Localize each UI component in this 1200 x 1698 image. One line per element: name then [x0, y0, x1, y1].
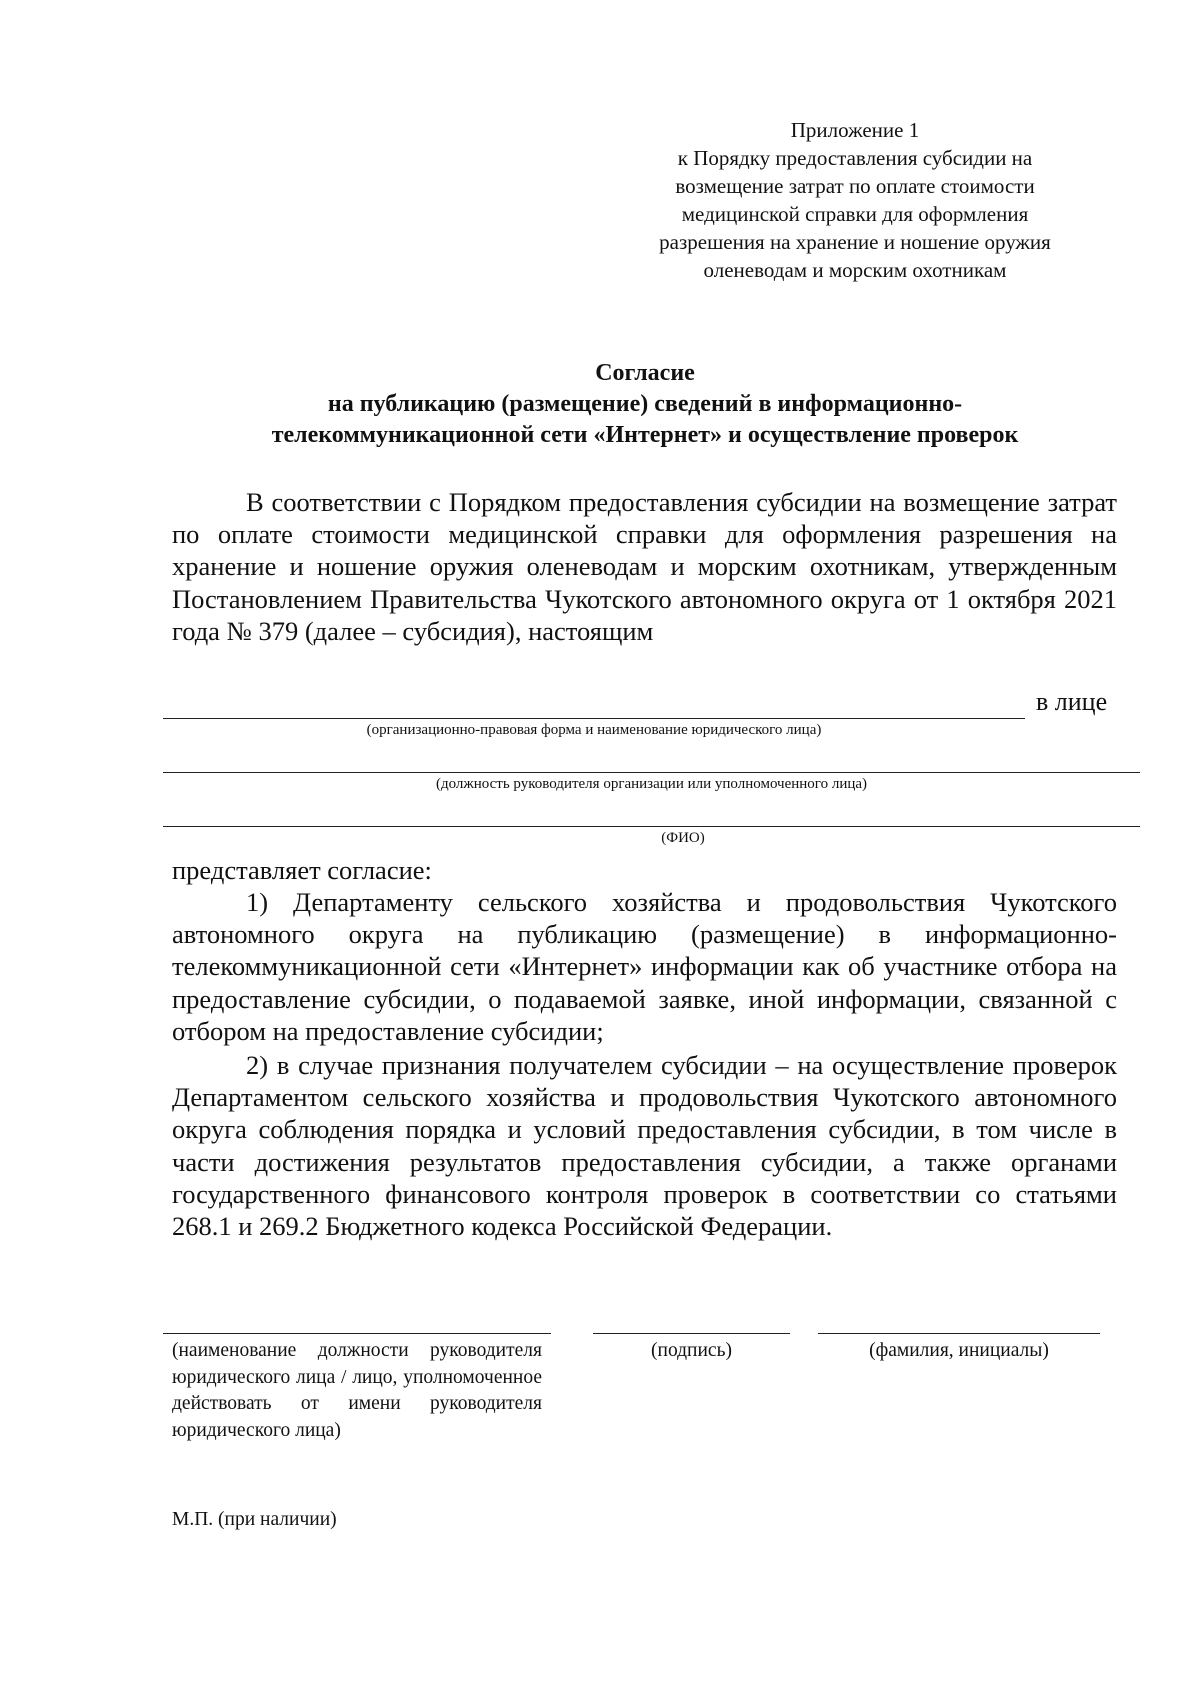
fio-caption: (ФИО) — [661, 830, 705, 846]
consent-lead: представляет согласие: — [172, 855, 432, 885]
role-caption: (наименование должности руководителя юридического лица / лицо, уполномоченное действовать от имени руководителя юридического лица) — [172, 1340, 542, 1441]
title-line: Согласие — [595, 360, 695, 386]
consent-item-1: 1) Департаменту сельского хозяйства и продовольствия Чукотского автономного округа на публикацию (размещение) в информационно-телекоммуникационной сети «Интернет» информации как об участнике отбора на предоставление субсидии, о подаваемой заявке, иной информации, связанной с отбором на предоставление субсидии; — [172, 887, 1117, 1046]
org-name-line — [163, 718, 1025, 719]
appendix-header — [620, 116, 1090, 284]
appendix-line: разрешения на хранение и ношение оружия — [659, 230, 1051, 254]
consent-item-2: 2) в случае признания получателем субсидии – на осуществление проверок Департаментом сельского хозяйства и продовольствия Чукотского автономного округа соблюдения порядка и условий предоставления субсидии, в том числе в части достижения результатов предоставления субсидии, а также органами государственного финансового контроля проверок в соответствии со статьями 268.1 и 269.2 Бюджетного кодекса Российской Федерации. — [172, 1050, 1117, 1242]
name-caption: (фамилия, инициалы) — [869, 1340, 1049, 1361]
name-signature-line — [818, 1333, 1100, 1334]
signature-line — [593, 1333, 790, 1334]
signature-caption: (подпись) — [651, 1340, 732, 1361]
fio-line — [163, 826, 1140, 827]
position-caption: (должность руководителя организации или уполномоченного лица) — [435, 776, 868, 792]
document-title — [150, 358, 1140, 451]
position-line — [163, 772, 1140, 773]
in-face-label: в лице — [1036, 687, 1108, 716]
org-name-caption: (организационно-правовая форма и наименование юридического лица) — [366, 722, 822, 738]
appendix-line: оленеводам и морским охотникам — [703, 258, 1007, 282]
appendix-line: Приложение 1 — [790, 118, 920, 142]
title-line: телекоммуникационной сети «Интернет» и осуществление проверок — [271, 422, 1019, 448]
title-line: на публикацию (размещение) сведений в информационно- — [327, 391, 963, 417]
stamp-label: М.П. (при наличии) — [172, 1509, 337, 1530]
intro-paragraph: В соответствии с Порядком предоставления субсидии на возмещение затрат по оплате стоимости медицинской справки для оформления разрешения на хранение и ношение оружия оленеводам и морским охотникам, утвержденным Постановлением Правительства Чукотского автономного округа от 1 октября 2021 года № 379 (далее – субсидия), настоящим — [172, 487, 1117, 646]
appendix-line: медицинской справки для оформления — [681, 202, 1029, 226]
appendix-line: к Порядку предоставления субсидии на — [677, 146, 1033, 170]
appendix-line: возмещение затрат по оплате стоимости — [675, 174, 1035, 198]
role-signature-line — [163, 1333, 551, 1334]
